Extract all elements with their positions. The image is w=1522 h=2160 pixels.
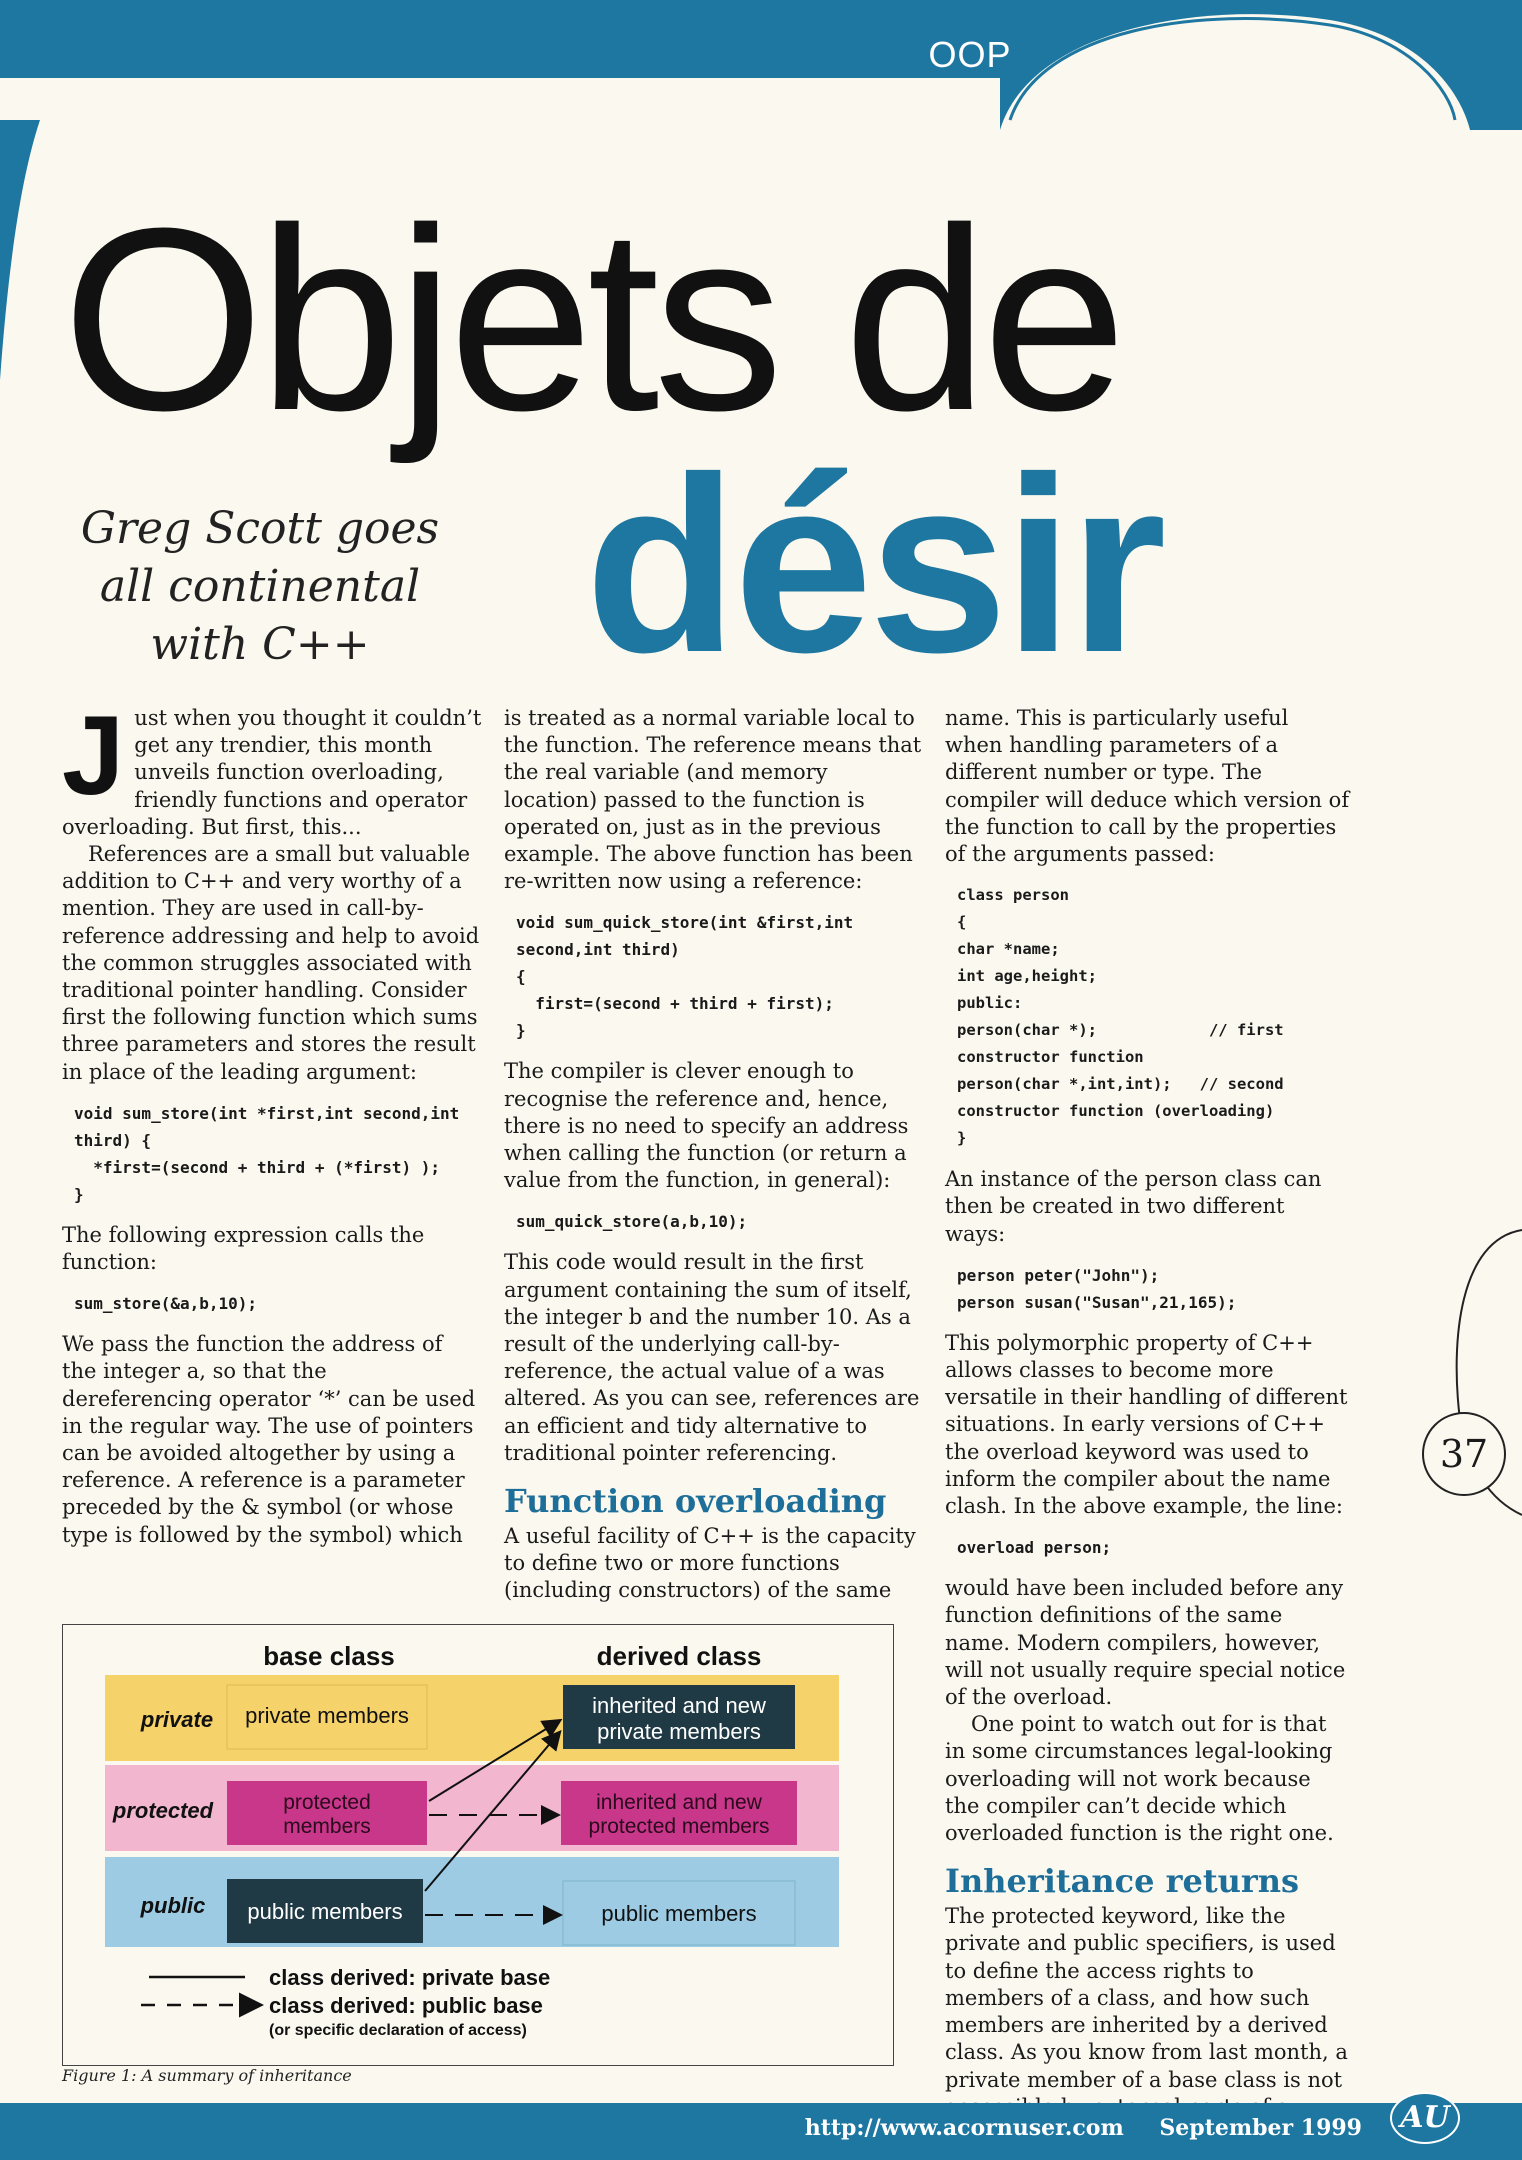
code-block: void sum_store(int *first,int second,int third) { *first=(second + third + (*first) ); } [74,1103,460,1204]
subtitle-line: Greg Scott goes [80,503,440,554]
section-heading: Inheritance returns [945,1862,1300,1901]
paragraph: would have been included before any function definitions of the same name. Modern compilers, however, will not usually require special notice of the overload. [945,1576,1346,1710]
base-protected-text: members [283,1815,371,1838]
row-label-protected: protected [112,1798,214,1823]
intro-paragraph [62,693,482,841]
derived-protected-text: inherited and new [596,1791,762,1814]
base-public-text: public members [247,1899,403,1924]
code-block: sum_quick_store(a,b,10); [516,1212,748,1232]
code-block: overload person; [957,1538,1112,1558]
paragraph-text: ust when you thought it couldn’t get any trendier, this month unveils function overloading, friendly functions and operator overloading. But first, this... [62,706,482,839]
subtitle-line: all continental [99,561,421,612]
paragraph: We pass the function the address of the integer a, so that the dereferencing operator ‘*’ can be used in the regular way. The use of pointers can be avoided altogether by using a reference. A reference is a parameter preceded by the & symbol (or whose type is followed by the symbol) which [62,1332,476,1547]
footer-date: September 1999 [1159,2115,1362,2141]
paragraph: name. This is particularly useful when handling parameters of a different number or type. The compiler will deduce which version of the function to call by the properties of the arguments passed: [945,706,1350,867]
figure-caption: Figure 1: A summary of inheritance [62,2066,352,2085]
base-protected-text: protected [283,1791,371,1814]
code-block: sum_store(&a,b,10); [74,1294,258,1314]
section-label: OOP [928,34,1012,75]
subtitle [60,500,460,674]
column-2 [504,705,924,1605]
paragraph: An instance of the person class can then be created in two different ways: [945,1167,1322,1246]
inheritance-diagram [63,1625,893,2065]
row-label-public: public [140,1893,206,1918]
inheritance-figure [62,1624,894,2066]
row-label-private: private [140,1707,214,1732]
base-private-text: private members [245,1703,409,1728]
derived-public-text: public members [601,1901,757,1926]
code-block: class person { char *name; int age,height; public: person(char *); // first constructor function person(char *,int,int); // second constructor function (overloading) } [957,886,1284,1148]
derived-private-text: inherited and new [592,1693,766,1718]
paragraph: is treated as a normal variable local to the function. The reference means that the real variable (and memory location) passed to the function is operated on, just as in the previous example. The above function has been re-written now using a reference: [504,706,922,894]
paragraph: The following expression calls the function: [62,1222,425,1275]
derived-private-text: private members [597,1719,761,1744]
footer-url[interactable]: http://www.acornuser.com [804,2115,1124,2141]
code-block: person peter("John"); person susan("Susan",21,165); [957,1265,1237,1312]
paragraph: A useful facility of C++ is the capacity to define two or more functions (including constructors) of the same [504,1524,916,1603]
subtitle-line: with C++ [150,619,370,670]
footer-text [805,2115,1362,2141]
paragraph: One point to watch out for is that in some circumstances legal-looking overloading will not work because the compiler can’t decide which overloaded function is the right one. [945,1712,1334,1846]
paragraph: The compiler is clever enough to recognise the reference and, hence, there is no need to specify an address when calling the function (or return a value from the function, in general): [504,1059,909,1193]
paragraph: The protected keyword, like the private and public specifiers, is used to define the access rights to members of a class, and how such members are inherited by a derived class. As you know from last month, a private member of a base class is not [945,1904,1348,2092]
paragraph: References are a small but valuable addition to C++ and very worthy of a mention. They are used in call-by-reference addressing and help to avoid the common struggles associated with traditional pointer handling. Consider first the following function which sums three parameters and stores the result in place of the leading argument: [62,842,480,1084]
header-band [0,0,1522,130]
footer-band [0,2103,1522,2160]
title-line-2: désir [585,425,1163,704]
legend-note: (or specific declaration of access) [269,2022,527,2039]
drop-cap: J [62,693,125,818]
code-block: void sum_quick_store(int &first,int second,int third) { first=(second + third + first); } [516,913,854,1041]
legend-public: class derived: public base [269,1993,543,2018]
page-number: 37 [1422,1412,1506,1496]
column-3 [945,705,1350,2121]
paragraph: This polymorphic property of C++ allows classes to become more versatile in their handling of different situations. In early versions of C++ the overload keyword was used to inform the compiler about the name clash. In the above example, the line: [945,1330,1348,1519]
column-1 [62,693,482,1549]
paragraph: This code would result in the first argument containing the sum of itself, the integer b and the number 10. As a result of the underlying call-by-reference, the actual value of a was altered. As you can see, references are an efficient and tidy alternative to traditional pointer referencing. [504,1250,920,1465]
legend-private: class derived: private base [269,1965,551,1990]
figure-header-base: base class [263,1641,395,1671]
figure-header-derived: derived class [596,1641,762,1671]
left-swoosh [0,120,40,380]
title-line-1: Objets de [62,175,1121,465]
section-heading: Function overloading [504,1482,887,1521]
derived-protected-text: protected members [588,1815,770,1838]
au-logo: AU [1390,2092,1460,2144]
